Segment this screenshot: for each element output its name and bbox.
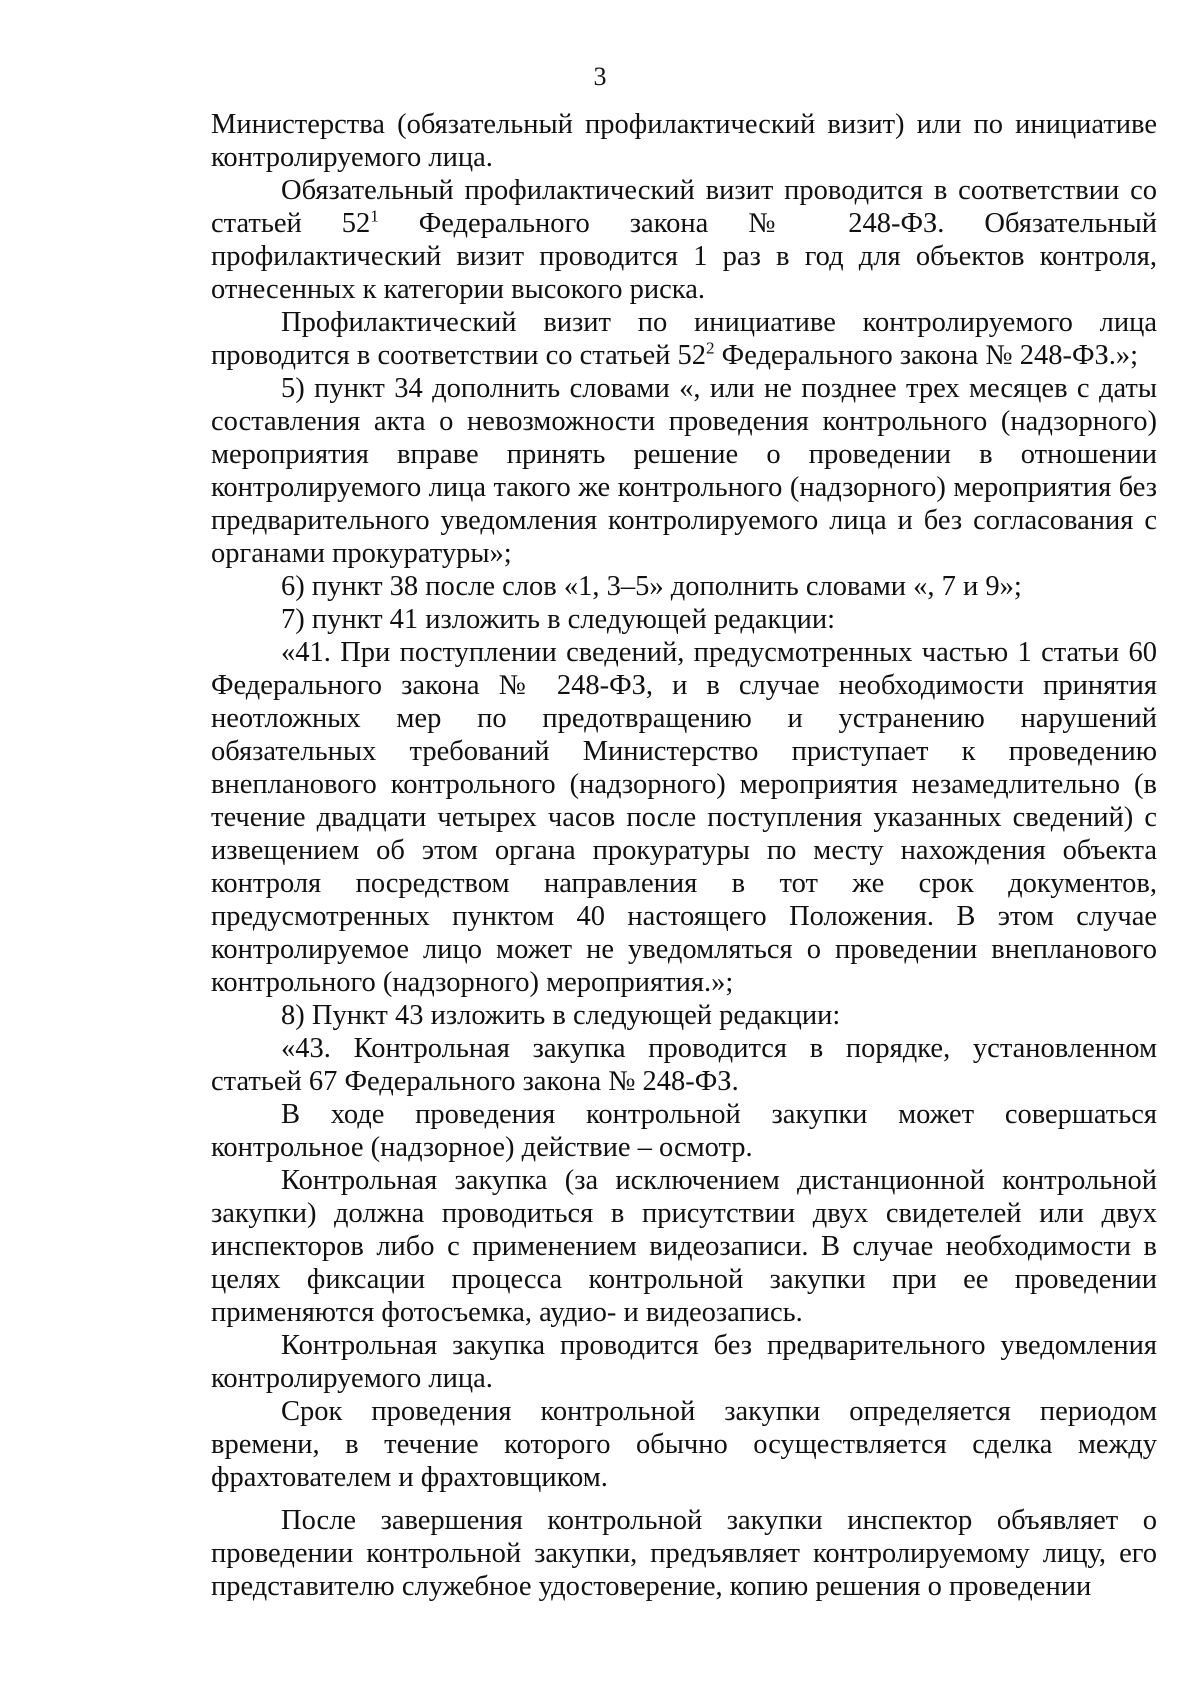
- paragraph: Контрольная закупка (за исключением дистанционной контрольной закупки) должна проводиться в присутствии двух свидетелей или двух инспекторов либо с применением видеозаписи. В случае необходимости в целях фиксации процесса контрольной закупки при ее проведении применяются фотосъемка, аудио- и видеозапись.: [211, 1165, 1157, 1328]
- page-number: 3: [593, 62, 607, 91]
- paragraph: 6) пункт 38 после слов «1, 3–5» дополнить словами «, 7 и 9»;: [281, 571, 1022, 602]
- paragraph: Срок проведения контрольной закупки определяется периодом времени, в течение которого обычно осуществляется сделка между фрахтователем и фрахтовщиком.: [211, 1396, 1157, 1493]
- paragraph: После завершения контрольной закупки инспектор объявляет о проведении контрольной закупки, предъявляет контролируемому лицу, его представителю служебное удостоверение, копию решения о проведении: [211, 1505, 1157, 1602]
- paragraph: Контрольная закупка проводится без предварительного уведомления контролируемого лица.: [211, 1330, 1157, 1394]
- paragraph: В ходе проведения контрольной закупки может совершаться контрольное (надзорное) действие – осмотр.: [211, 1099, 1157, 1163]
- paragraph-text: Профилактический визит по инициативе контролируемого лица проводится в соответствии со статьей 52: [211, 307, 1157, 371]
- paragraph-text: Обязательный профилактический визит проводится в соответствии со статьей 52: [211, 175, 1157, 239]
- paragraph: 8) Пункт 43 изложить в следующей редакции:: [281, 1000, 841, 1031]
- paragraph: [211, 174, 1157, 306]
- document-body: [211, 108, 1157, 1603]
- paragraph-text: Федерального закона № 248-ФЗ. Обязательный профилактический визит проводится 1 раз в год для объектов контроля, отнесенных к категории высокого риска.: [211, 208, 1157, 305]
- paragraph: [211, 306, 1157, 372]
- superscript: 2: [706, 338, 715, 358]
- paragraph: «43. Контрольная закупка проводится в порядке, установленном статьей 67 Федерального закона № 248-ФЗ.: [211, 1033, 1157, 1097]
- superscript: 1: [370, 206, 379, 226]
- paragraph: Министерства (обязательный профилактический визит) или по инициативе контролируемого лица.: [211, 109, 1157, 173]
- paragraph: 5) пункт 34 дополнить словами «, или не позднее трех месяцев с даты составления акта о невозможности проведения контрольного (надзорного) мероприятия вправе принять решение о проведении в отношении контролируемого лица такого же контрольного (надзорного) мероприятия без предварительного уведомления контролируемого лица и без согласования с органами прокуратуры»;: [211, 373, 1157, 569]
- paragraph-text: Федерального закона № 248-ФЗ.»;: [714, 340, 1139, 371]
- paragraph: 7) пункт 41 изложить в следующей редакции:: [281, 604, 836, 635]
- paragraph: «41. При поступлении сведений, предусмотренных частью 1 статьи 60 Федерального закона № 248-ФЗ, и в случае необходимости принятия неотложных мер по предотвращению и устранению нарушений обязательных требований Министерство приступает к проведению внепланового контрольного (надзорного) мероприятия незамедлительно (в течение двадцати четырех часов после поступления указанных сведений) с извещением об этом органа прокуратуры по месту нахождения объекта контроля посредством направления в тот же срок документов, предусмотренных пунктом 40 настоящего Положения. В этом случае контролируемое лицо может не уведомляться о проведении внепланового контрольного (надзорного) мероприятия.»;: [211, 637, 1157, 998]
